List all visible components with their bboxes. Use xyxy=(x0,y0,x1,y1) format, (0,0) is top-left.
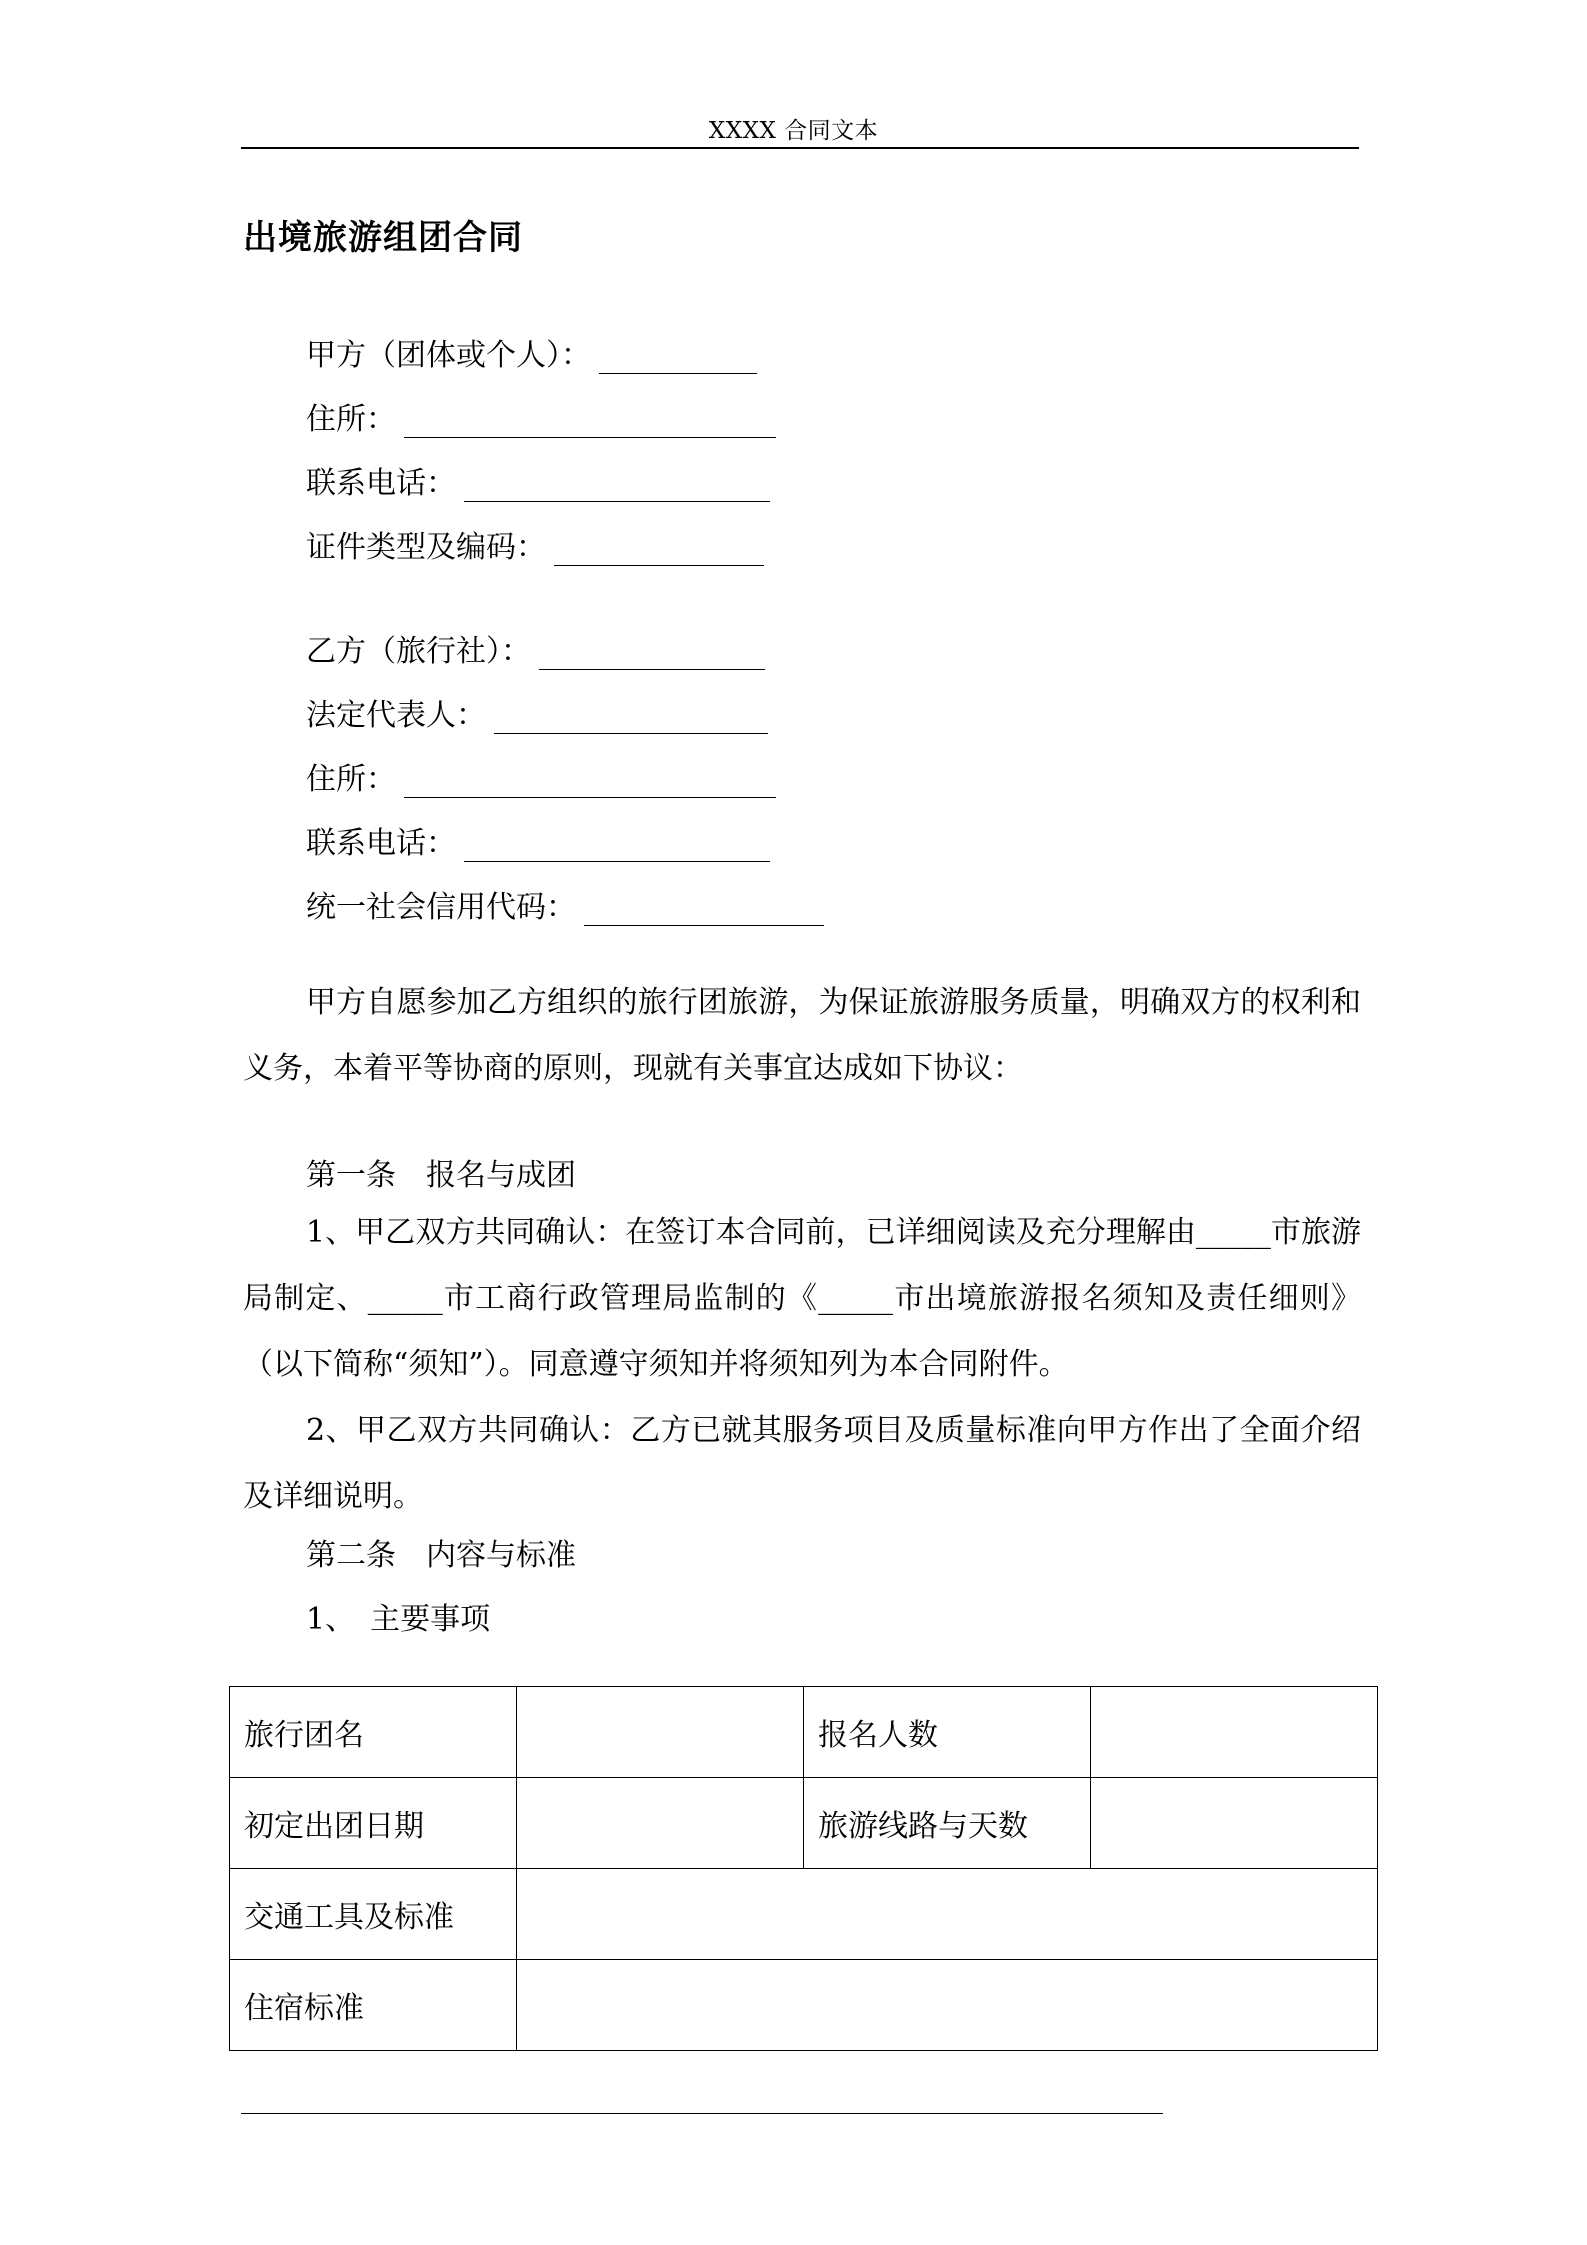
preamble-paragraph: 甲方自愿参加乙方组织的旅行团旅游，为保证旅游服务质量，明确双方的权利和义务，本着平等协商的原则，现就有关事宜达成如下协议： xyxy=(243,985,1361,1086)
accommodation-label: 住宿标准 xyxy=(230,1960,517,2051)
article-1-heading: 第一条 报名与成团 xyxy=(306,1158,576,1193)
footer-rule xyxy=(241,2113,1163,2114)
table-row xyxy=(230,1869,1378,1960)
party-b-phone-label: 联系电话： xyxy=(306,826,456,861)
party-b-phone-field[interactable] xyxy=(464,827,770,862)
party-a-id-label: 证件类型及编码： xyxy=(306,530,546,565)
departure-date-cell[interactable] xyxy=(517,1778,804,1869)
route-and-days-label: 旅游线路与天数 xyxy=(804,1778,1091,1869)
party-a-line xyxy=(306,330,757,374)
table-row xyxy=(230,1778,1378,1869)
article-2-subheading-1: 1、 主要事项 xyxy=(306,1602,491,1637)
party-a-label: 甲方（团体或个人）： xyxy=(306,338,591,373)
tour-group-name-cell[interactable] xyxy=(517,1687,804,1778)
main-items-table xyxy=(229,1686,1378,2051)
article-2-heading: 第二条 内容与标准 xyxy=(306,1538,576,1573)
registrant-count-cell[interactable] xyxy=(1091,1687,1378,1778)
article-1-clause-2: 2、甲乙双方共同确认：乙方已就其服务项目及质量标准向甲方作出了全面介绍及详细说明。 xyxy=(243,1413,1361,1514)
party-b-line xyxy=(306,626,765,670)
party-b-credit-code-label: 统一社会信用代码： xyxy=(306,890,576,925)
party-b-name-field[interactable] xyxy=(539,635,765,670)
table-row xyxy=(230,1960,1378,2051)
party-b-credit-code-field[interactable] xyxy=(584,891,824,926)
transport-label: 交通工具及标准 xyxy=(230,1869,517,1960)
header-rule xyxy=(241,147,1359,149)
party-a-address-field[interactable] xyxy=(404,403,776,438)
tour-group-name-label: 旅行团名 xyxy=(230,1687,517,1778)
accommodation-cell[interactable] xyxy=(517,1960,1378,2051)
party-a-phone-line xyxy=(306,458,770,502)
article-1-clause-1: 1、甲乙双方共同确认：在签订本合同前，已详细阅读及充分理解由_____市旅游局制定、_____市工商行政管理局监制的《_____市出境旅游报名须知及责任细则》 （以下简称“须知”）。同意遵守须知并将须知列为本合同附件。 xyxy=(243,1215,1361,1382)
party-b-phone-line xyxy=(306,818,770,862)
party-b-address-field[interactable] xyxy=(404,763,776,798)
departure-date-label: 初定出团日期 xyxy=(230,1778,517,1869)
table-row xyxy=(230,1687,1378,1778)
party-b-legal-rep-label: 法定代表人： xyxy=(306,698,486,733)
party-a-phone-field[interactable] xyxy=(464,467,770,502)
document-title: 出境旅游组团合同 xyxy=(243,218,523,258)
registrant-count-label: 报名人数 xyxy=(804,1687,1091,1778)
party-b-address-line xyxy=(306,754,776,798)
party-b-credit-code-line xyxy=(306,882,824,926)
transport-cell[interactable] xyxy=(517,1869,1378,1960)
party-b-address-label: 住所： xyxy=(306,762,396,797)
party-a-name-field[interactable] xyxy=(599,339,757,374)
party-a-address-label: 住所： xyxy=(306,402,396,437)
party-b-legal-rep-field[interactable] xyxy=(494,699,768,734)
party-a-id-field[interactable] xyxy=(554,531,764,566)
party-b-label: 乙方（旅行社）： xyxy=(306,634,531,669)
party-a-phone-label: 联系电话： xyxy=(306,466,456,501)
party-a-id-line xyxy=(306,522,764,566)
party-a-address-line xyxy=(306,394,776,438)
party-b-legal-rep-line xyxy=(306,690,768,734)
route-and-days-cell[interactable] xyxy=(1091,1778,1378,1869)
page-header: XXXX 合同文本 xyxy=(708,118,879,144)
